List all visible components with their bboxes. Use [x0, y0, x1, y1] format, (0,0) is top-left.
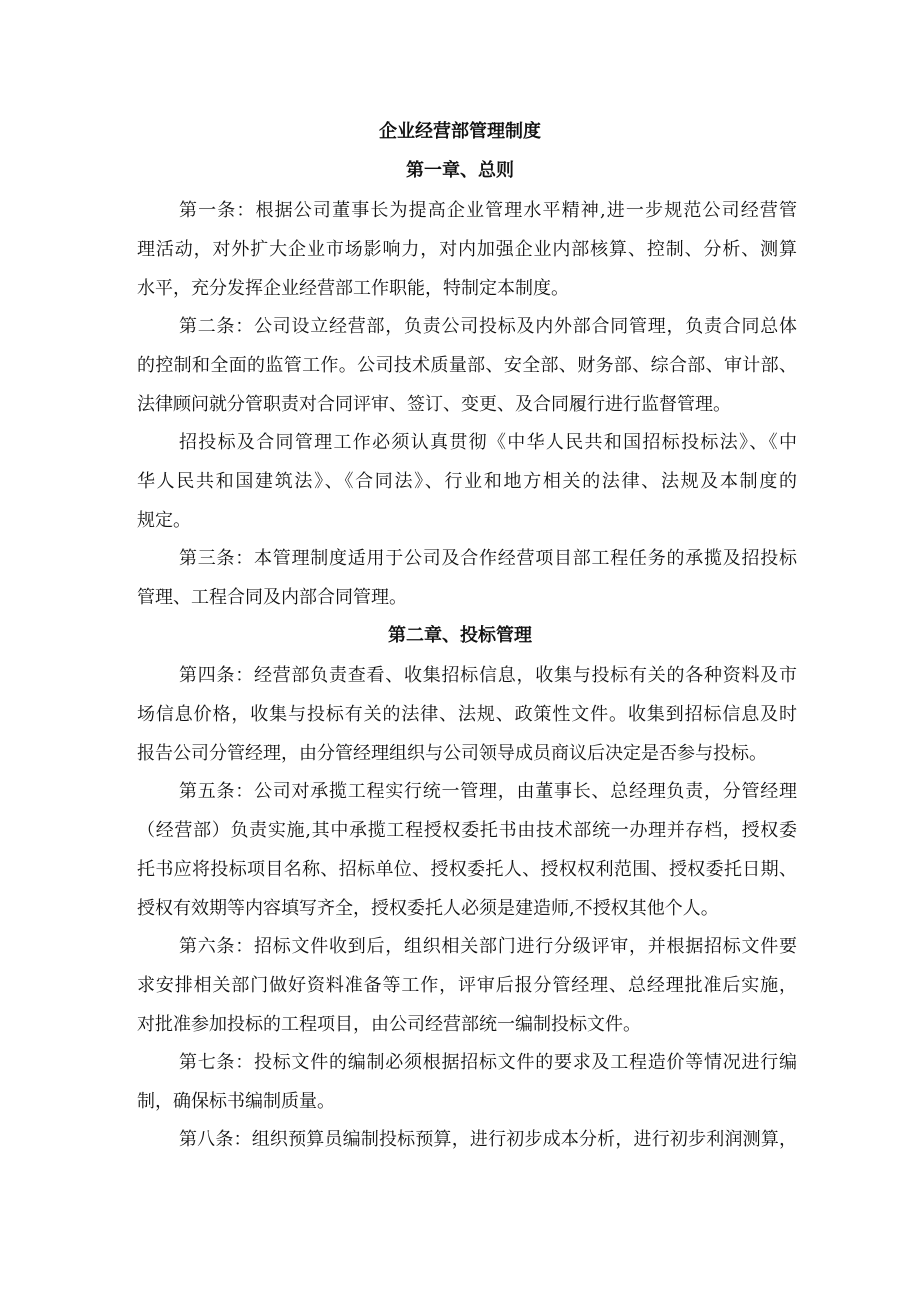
article-1-line-3: 水平，充分发挥企业经营部工作职能，特制定本制度。 [137, 278, 569, 299]
article-2-line-2: 的控制和全面的监管工作。公司技术质量部、安全部、财务部、综合部、审计部、 [137, 355, 797, 376]
article-2b-line-3: 规定。 [137, 510, 191, 531]
article-5-line-4: 授权有效期等内容填写齐全，授权委托人必须是建造师,不授权其他个人。 [137, 898, 719, 919]
article-3 [137, 545, 797, 618]
article-3-line-2: 管理、工程合同及内部合同管理。 [137, 587, 407, 608]
article-1 [137, 197, 797, 309]
article-5 [137, 778, 797, 929]
article-8-line-1: 第八条：组织预算员编制投标预算，进行初步成本分析，进行初步利润测算， [179, 1129, 797, 1150]
article-5-line-3: 托书应将投标项目名称、招标单位、授权委托人、授权权利范围、授权委托日期、 [137, 859, 797, 880]
article-4 [137, 662, 797, 774]
article-7-line-2: 制，确保标书编制质量。 [137, 1091, 335, 1112]
article-2 [137, 313, 797, 425]
article-6-line-3: 对批准参加投标的工程项目，由公司经营部统一编制投标文件。 [137, 1014, 641, 1035]
article-3-line-1: 第三条：本管理制度适用于公司及合作经营项目部工程任务的承揽及招投标 [179, 548, 797, 569]
article-6-line-1: 第六条：招标文件收到后，组织相关部门进行分级评审，并根据招标文件要 [179, 936, 797, 957]
article-6-line-2: 求安排相关部门做好资料准备等工作，评审后报分管经理、总经理批准后实施， [137, 975, 797, 996]
article-2b-line-1: 招投标及合同管理工作必须认真贯彻《中华人民共和国招标投标法》、《中 [179, 432, 797, 453]
chapter-1-heading: 第一章、总则 [406, 160, 514, 181]
article-1-line-1: 第一条：根据公司董事长为提高企业管理水平精神,进一步规范公司经营管 [179, 200, 797, 221]
article-7 [137, 1049, 797, 1122]
article-4-line-3: 报告公司分管经理，由分管经理组织与公司领导成员商议后决定是否参与投标。 [137, 743, 767, 764]
article-5-line-1: 第五条：公司对承揽工程实行统一管理，由董事长、总经理负责，分管经理 [179, 781, 797, 802]
article-2-line-3: 法律顾问就分管职责对合同评审、签订、变更、及合同履行进行监督管理。 [137, 394, 731, 415]
article-4-line-1: 第四条：经营部负责查看、收集招标信息，收集与投标有关的各种资料及市 [179, 665, 797, 686]
article-8 [137, 1126, 797, 1160]
article-7-line-1: 第七条：投标文件的编制必须根据招标文件的要求及工程造价等情况进行编 [179, 1052, 797, 1073]
article-1-line-2: 理活动，对外扩大企业市场影响力，对内加强企业内部核算、控制、分析、测算 [137, 239, 797, 260]
article-2-line-1: 第二条：公司设立经营部，负责公司投标及内外部合同管理，负责合同总体 [179, 316, 797, 337]
article-2b-line-2: 华人民共和国建筑法》、《合同法》、行业和地方相关的法律、法规及本制度的 [137, 471, 797, 492]
article-2-continuation [137, 429, 797, 541]
article-4-line-2: 场信息价格，收集与投标有关的法律、法规、政策性文件。收集到招标信息及时 [137, 704, 797, 725]
chapter-2-heading: 第二章、投标管理 [388, 625, 532, 646]
article-5-line-2: （经营部）负责实施,其中承揽工程授权委托书由技术部统一办理并存档，授权委 [137, 820, 797, 841]
document-title: 企业经营部管理制度 [379, 121, 541, 142]
article-6 [137, 933, 797, 1045]
